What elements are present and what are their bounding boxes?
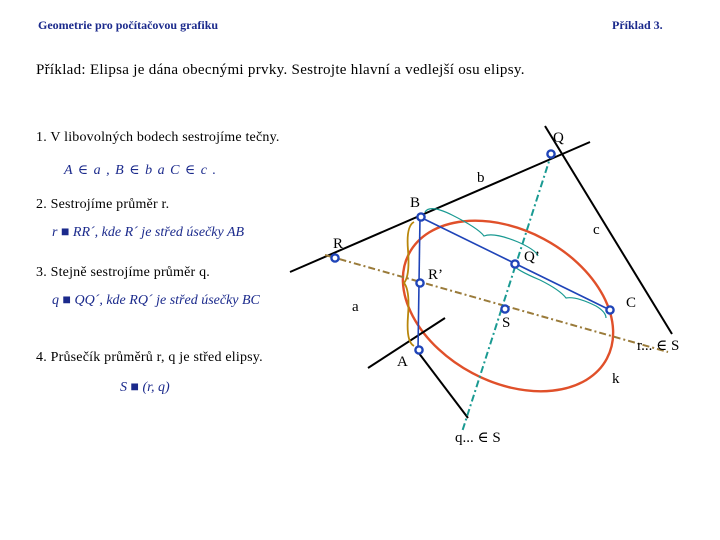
brace-BC-lower (512, 264, 606, 318)
step-1-text: 1. V libovolných bodech sestrojíme tečny. (36, 130, 280, 145)
point-Qprime (511, 260, 518, 267)
header-example-number: Příklad 3. (612, 18, 663, 32)
label-b: b (477, 170, 485, 186)
step-4-text: 4. Průsečík průměrů r, q je střed elipsy. (36, 350, 263, 365)
label-r: r... ∈ S (637, 338, 680, 354)
tangent-a-main (418, 352, 468, 418)
label-R: R (333, 236, 344, 252)
step-1-formula: A ∈ a , B ∈ b a C ∈ c . (64, 163, 217, 178)
step-3-formula: q ■ QQ´, kde RQ´ je střed úsečky BC (52, 293, 260, 308)
tangent-b (290, 142, 590, 272)
label-c: c (593, 222, 600, 238)
problem-statement: Příklad: Elipsa je dána obecnými prvky. Sestrojte hlavní a vedlejší osu elipsy. (36, 62, 525, 78)
label-a: a (352, 299, 359, 315)
point-A (415, 346, 422, 353)
label-Q: Q (553, 130, 564, 146)
label-Qprime: Q’ (524, 249, 540, 265)
label-k: k (612, 371, 620, 387)
label-A: A (397, 354, 408, 370)
label-q: q... ∈ S (455, 430, 501, 446)
header-title: Geometrie pro počítačovou grafiku (38, 18, 219, 32)
label-Rprime: R’ (428, 267, 443, 283)
diameter-r (325, 255, 668, 352)
point-R (331, 254, 338, 261)
point-B (417, 213, 424, 220)
label-B: B (410, 195, 421, 211)
diameter-q (462, 152, 552, 432)
label-C: C (626, 295, 637, 311)
step-2-formula: r ■ RR´, kde R´ je střed úsečky AB (52, 225, 245, 240)
step-3-text: 3. Stejně sestrojíme průměr q. (36, 265, 210, 280)
step-2-text: 2. Sestrojíme průměr r. (36, 197, 170, 212)
tangent-c (545, 126, 672, 334)
point-S (501, 305, 508, 312)
step-4-formula: S ■ (r, q) (120, 380, 170, 395)
point-C (606, 306, 613, 313)
label-S: S (502, 315, 511, 331)
brace-AB (404, 222, 414, 346)
point-Rprime (416, 279, 423, 286)
point-Q (547, 150, 554, 157)
